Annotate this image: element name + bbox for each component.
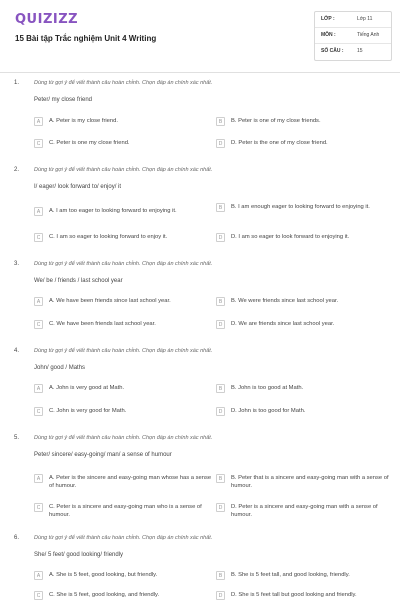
option-text: D. Peter is the one of my close friend. [231,140,328,146]
option-text: C. Peter is a sincere and easy-going man who is a sense of humour. [49,504,202,518]
option-text: D. We are friends since last school year. [231,321,335,327]
option-text: A. Peter is the sincere and easy-going man whose has a sense of humour. [49,475,212,489]
option-text: C. I am so eager to looking forward to enjoy it. [49,234,168,240]
question-prompt: I/ eager/ look forward to/ enjoy/ it [34,184,122,190]
option-checkbox[interactable]: B [216,571,225,580]
meta-value: Tiếng Anh [357,32,380,38]
option-text: A. John is very good at Math. [49,385,125,391]
meta-label: SỐ CÂU : [321,48,344,54]
option-checkbox[interactable]: B [216,474,225,483]
option-checkbox[interactable]: B [216,384,225,393]
meta-row-count [315,44,391,60]
option-text: B. John is too good at Math. [231,385,304,391]
question-number: 4. [14,348,20,354]
option-text: C. John is very good for Math. [49,408,127,414]
option-checkbox[interactable]: B [216,297,225,306]
option-text: A. I am too eager to looking forward to enjoying it. [49,208,177,214]
question-prompt: Peter/ sincere/ easy-going/ man/ a sense of humour [34,452,172,458]
option-checkbox[interactable]: C [34,320,43,329]
option-text: A. She is 5 feet, good looking, but friendly. [49,572,158,578]
option-text: B. Peter is one of my close friends. [231,118,321,124]
meta-value: 15 [357,48,363,54]
option-checkbox[interactable]: C [34,407,43,416]
question-prompt: Peter/ my close friend [34,97,93,103]
meta-info-box [314,11,392,61]
option-text: B. Peter that is a sincere and easy-going man with a sense of humour. [231,475,389,489]
option-text: D. Peter is a sincere and easy-going man with a sense of humour. [231,504,378,518]
option-checkbox[interactable]: B [216,203,225,212]
option-text: B. We were friends since last school year. [231,298,339,304]
question-instruction: Dùng từ gợi ý để viết thành câu hoàn chỉnh. Chọn đáp án chính xác nhất. [34,535,213,541]
question-prompt: She/ 5 feet/ good looking/ friendly [34,552,124,558]
option-checkbox[interactable]: C [34,503,43,512]
option-text: C. She is 5 feet, good looking, and friendly. [49,592,160,598]
meta-row-subject [315,28,391,44]
question-instruction: Dùng từ gợi ý để viết thành câu hoàn chỉnh. Chọn đáp án chính xác nhất. [34,348,213,354]
question-number: 1. [14,80,20,86]
question-number: 2. [14,167,20,173]
option-text: D. I am so eager to look forward to enjoying it. [231,234,350,240]
option-checkbox[interactable]: B [216,117,225,126]
option-text: C. We have been friends last school year. [49,321,156,327]
question-number: 6. [14,535,20,541]
option-checkbox[interactable]: D [216,233,225,242]
option-checkbox[interactable]: A [34,297,43,306]
question-prompt: John/ good / Maths [34,365,86,371]
meta-row-class [315,12,391,28]
option-text: C. Peter is one my close friend. [49,140,130,146]
question-instruction: Dùng từ gợi ý để viết thành câu hoàn chỉnh. Chọn đáp án chính xác nhất. [34,261,213,267]
option-checkbox[interactable]: C [34,233,43,242]
option-checkbox[interactable]: A [34,207,43,216]
question-instruction: Dùng từ gợi ý để viết thành câu hoàn chỉnh. Chọn đáp án chính xác nhất. [34,435,213,441]
option-checkbox[interactable]: D [216,503,225,512]
meta-value: Lớp 11 [357,16,373,22]
option-checkbox[interactable]: C [34,591,43,600]
option-checkbox[interactable]: D [216,320,225,329]
option-text: D. John is too good for Math. [231,408,306,414]
question-instruction: Dùng từ gợi ý để viết thành câu hoàn chỉnh. Chọn đáp án chính xác nhất. [34,80,213,86]
question-prompt: We/ be / friends / last school year [34,278,123,284]
option-checkbox[interactable]: D [216,591,225,600]
meta-label: MÔN : [321,32,336,38]
header-divider [0,72,400,73]
option-text: D. She is 5 feet tall but good looking and friendly. [231,592,357,598]
question-instruction: Dùng từ gợi ý để viết thành câu hoàn chỉnh. Chọn đáp án chính xác nhất. [34,167,213,173]
option-checkbox[interactable]: D [216,139,225,148]
worksheet-header [0,0,400,70]
option-text: B. I am enough eager to looking forward to enjoying it. [231,204,370,210]
question-number: 5. [14,435,20,441]
question-number: 3. [14,261,20,267]
option-text: A. Peter is my close friend. [49,118,118,124]
quizizz-logo: QUIZIZZ [15,12,79,27]
meta-label: LỚP : [321,16,335,22]
option-checkbox[interactable]: C [34,139,43,148]
option-text: B. She is 5 feet tall, and good looking, friendly. [231,572,350,578]
option-checkbox[interactable]: A [34,571,43,580]
option-checkbox[interactable]: A [34,384,43,393]
option-text: A. We have been friends since last school year. [49,298,171,304]
option-checkbox[interactable]: A [34,117,43,126]
page-title: 15 Bài tập Trắc nghiệm Unit 4 Writing [15,34,157,43]
option-checkbox[interactable]: A [34,474,43,483]
option-checkbox[interactable]: D [216,407,225,416]
